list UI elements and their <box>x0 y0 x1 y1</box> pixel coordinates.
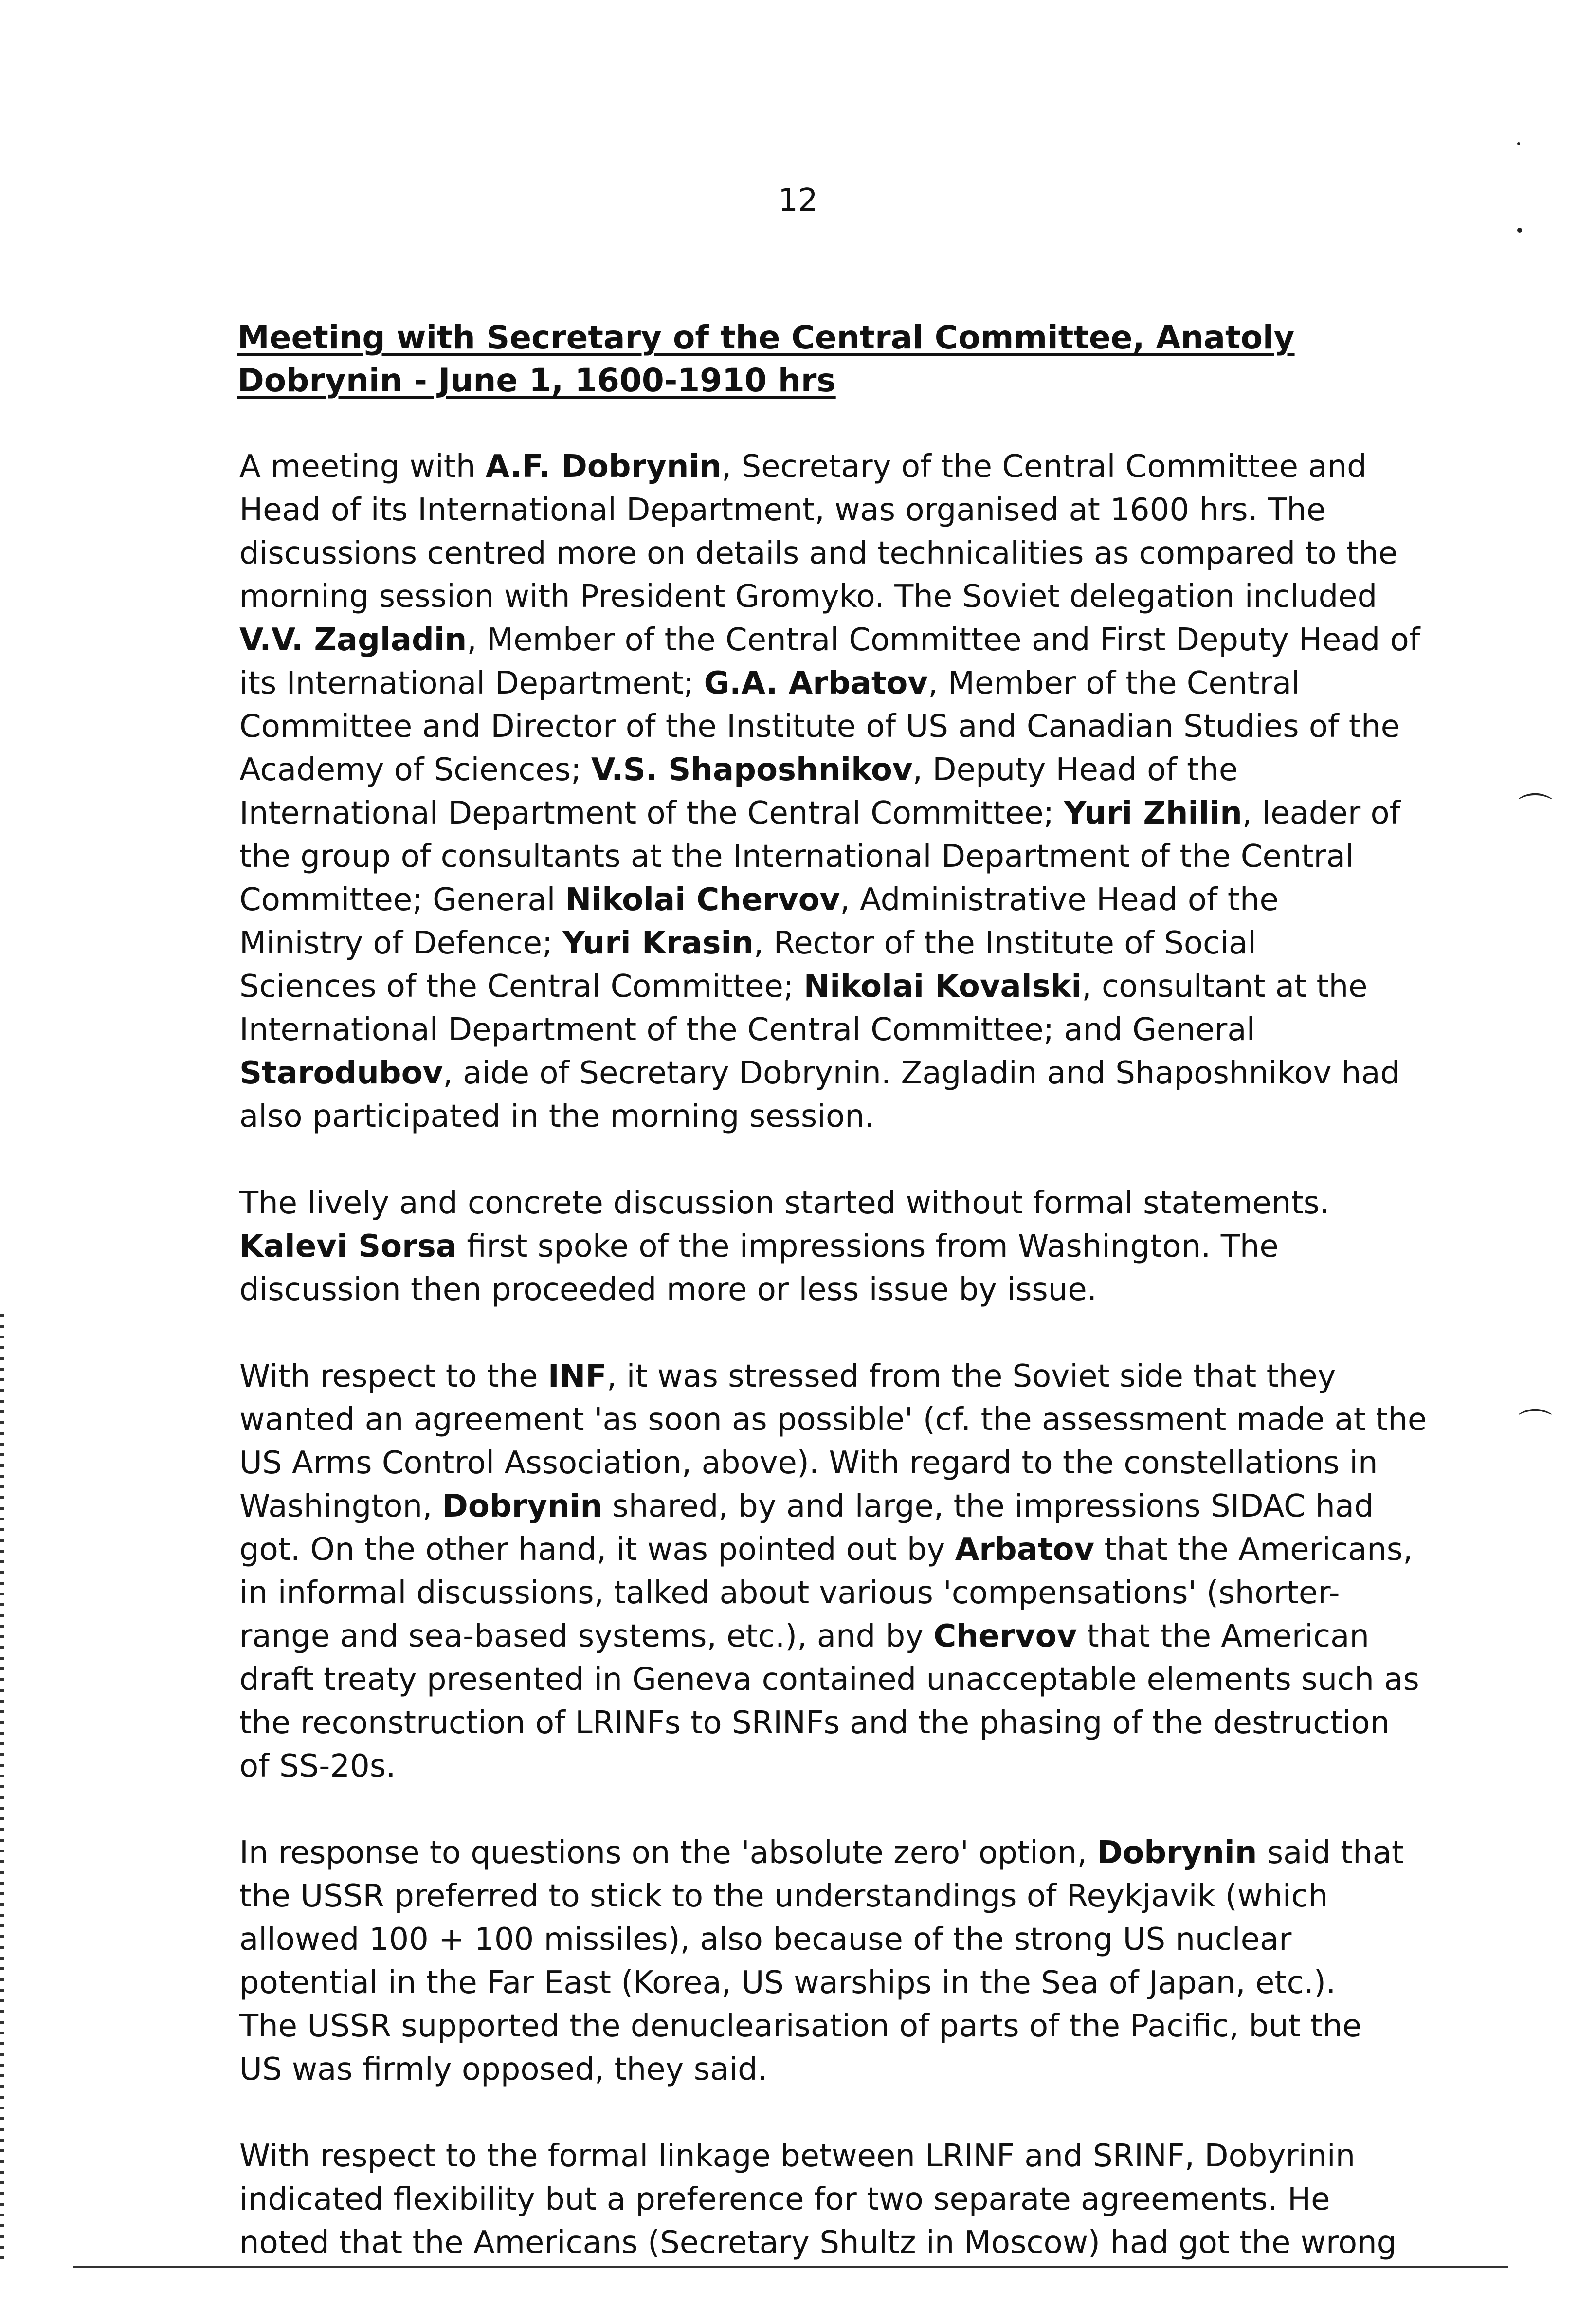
text-run: Sciences of the Central Committee; <box>239 969 804 1005</box>
text-run: The lively and concrete discussion started without formal statements. <box>239 1185 1330 1221</box>
text-run: , Rector of the Institute of Social <box>753 925 1256 961</box>
text-run: that the Americans, <box>1094 1532 1413 1568</box>
text-run: Ministry of Defence; <box>239 925 562 961</box>
text-run: , Member of the Central Committee and First Deputy Head of <box>467 622 1420 658</box>
text-run: Head of its International Department, was organised at 1600 hrs. The <box>239 492 1326 528</box>
margin-speck <box>1517 142 1520 145</box>
text-run: Committee and Director of the Institute of US and Canadian Studies of the <box>239 709 1400 745</box>
text-line <box>239 1702 1407 1745</box>
text-run: of SS-20s. <box>239 1748 396 1784</box>
text-run: draft treaty presented in Geneva contained unacceptable elements such as <box>239 1662 1419 1698</box>
text-run: International Department of the Central Committee; <box>239 795 1064 831</box>
bold-name: Starodubov <box>239 1055 443 1091</box>
text-line <box>239 1528 1413 1572</box>
text-run: range and sea-based systems, etc.), and by <box>239 1618 934 1654</box>
page-number: 12 <box>778 183 818 219</box>
margin-mark: ⌒ <box>1518 1406 1552 1446</box>
text-run: , aide of Secretary Dobrynin. Zagladin and Shaposhnikov had <box>443 1055 1400 1091</box>
text-line <box>239 489 1407 532</box>
text-line <box>239 1745 1407 1788</box>
bold-name: Nikolai Kovalski <box>803 969 1082 1005</box>
bold-name: A.F. Dobrynin <box>485 449 722 485</box>
text-run: US was firmly opposed, they said. <box>239 2052 768 2088</box>
text-run: International Department of the Central Committee; and General <box>239 1012 1255 1048</box>
text-run: With respect to the formal linkage between LRINF and SRINF, Dobyrinin <box>239 2138 1356 2174</box>
text-run: US Arms Control Association, above). With regard to the constellations in <box>239 1445 1378 1481</box>
text-run: , Deputy Head of the <box>912 752 1238 788</box>
text-line <box>239 1918 1407 1961</box>
bold-name: Arbatov <box>955 1532 1095 1568</box>
text-run: shared, by and large, the impressions SIDAC had <box>602 1488 1374 1524</box>
text-line <box>239 575 1407 619</box>
text-line <box>239 2178 1407 2221</box>
text-run: , it was stressed from the Soviet side that they <box>606 1358 1336 1394</box>
text-run: noted that the Americans (Secretary Shultz in Moscow) had got the wrong <box>239 2225 1397 2261</box>
text-run: got. On the other hand, it was pointed out by <box>239 1532 955 1568</box>
margin-speck <box>1517 228 1522 233</box>
heading-line-2: Dobrynin - June 1, 1600-1910 hrs <box>237 362 836 399</box>
text-line <box>239 1442 1407 1485</box>
text-run: The USSR supported the denuclearisation of parts of the Pacific, but the <box>239 2008 1362 2044</box>
bold-name: Yuri Krasin <box>562 925 754 961</box>
text-line <box>239 1225 1407 1268</box>
bold-name: Kalevi Sorsa <box>239 1228 457 1264</box>
footer-rule <box>73 2266 1508 2268</box>
text-line <box>239 1268 1407 1312</box>
binding-marks <box>0 1314 4 2263</box>
bold-name: Yuri Zhilin <box>1064 795 1242 831</box>
text-line <box>239 1875 1407 1918</box>
text-run: said that <box>1257 1835 1404 1871</box>
text-run: With respect to the <box>239 1358 548 1394</box>
text-line <box>239 662 1407 705</box>
text-run: In response to questions on the 'absolute zero' option, <box>239 1835 1097 1871</box>
text-run: A meeting with <box>239 449 486 485</box>
paragraph <box>239 1355 1427 1788</box>
bold-name: INF <box>547 1358 607 1394</box>
text-line <box>239 1182 1407 1225</box>
text-line <box>239 619 1420 662</box>
text-line <box>239 2048 1407 2091</box>
text-run: morning session with President Gromyko. The Soviet delegation included <box>239 579 1378 615</box>
text-line <box>239 749 1407 792</box>
text-run: the group of consultants at the International Department of the Central <box>239 839 1354 875</box>
paragraph <box>239 445 1420 1138</box>
text-line <box>239 1961 1407 2005</box>
text-run: Academy of Sciences; <box>239 752 591 788</box>
bold-name: V.V. Zagladin <box>239 622 467 658</box>
paragraph <box>239 1832 1407 2091</box>
text-run: the reconstruction of LRINFs to SRINFs and the phasing of the destruction <box>239 1705 1390 1741</box>
text-run: wanted an agreement 'as soon as possible' (cf. the assessment made at the <box>239 1402 1427 1438</box>
text-run: , Administrative Head of the <box>840 882 1279 918</box>
text-line <box>239 445 1407 489</box>
text-line <box>239 1008 1407 1052</box>
bold-name: Nikolai Chervov <box>565 882 840 918</box>
text-line <box>239 1398 1427 1442</box>
text-run: Washington, <box>239 1488 442 1524</box>
text-line <box>239 532 1407 575</box>
text-line <box>239 792 1407 835</box>
text-run: the USSR preferred to stick to the understandings of Reykjavik (which <box>239 1878 1328 1914</box>
text-run: discussions centred more on details and technicalities as compared to the <box>239 535 1398 571</box>
text-run: in informal discussions, talked about various 'compensations' (shorter- <box>239 1575 1340 1611</box>
text-line <box>239 1615 1407 1658</box>
text-line <box>239 2135 1407 2178</box>
text-line <box>239 835 1407 879</box>
paragraph <box>239 2135 1407 2265</box>
text-run: first spoke of the impressions from Washington. The <box>456 1228 1279 1264</box>
bold-name: Dobrynin <box>1097 1835 1257 1871</box>
text-run: its International Department; <box>239 665 704 701</box>
text-line <box>239 2221 1407 2265</box>
bold-name: Chervov <box>933 1618 1077 1654</box>
document-body <box>239 445 1427 2308</box>
text-run: also participated in the morning session. <box>239 1099 874 1135</box>
text-run: , Member of the Central <box>928 665 1300 701</box>
text-line <box>239 1485 1407 1528</box>
text-line <box>239 1355 1407 1398</box>
text-line <box>239 1572 1407 1615</box>
text-line <box>239 1052 1407 1095</box>
text-line <box>239 2005 1407 2048</box>
text-run: Committee; General <box>239 882 565 918</box>
text-run: , Secretary of the Central Committee and <box>721 449 1367 485</box>
text-line <box>239 879 1407 922</box>
text-line <box>239 1095 1407 1138</box>
text-line <box>239 922 1407 965</box>
text-line <box>239 1832 1407 1875</box>
bold-name: G.A. Arbatov <box>704 665 928 701</box>
text-run: , consultant at the <box>1082 969 1368 1005</box>
margin-mark: ⌒ <box>1518 790 1552 830</box>
text-run: , leader of <box>1242 795 1401 831</box>
text-line <box>239 965 1407 1008</box>
paragraph <box>239 1182 1407 1312</box>
text-line <box>239 1658 1419 1702</box>
text-line <box>239 705 1407 749</box>
section-heading <box>237 316 1405 402</box>
text-run: potential in the Far East (Korea, US warships in the Sea of Japan, etc.). <box>239 1965 1336 2001</box>
bold-name: Dobrynin <box>442 1488 603 1524</box>
bold-name: V.S. Shaposhnikov <box>591 752 913 788</box>
text-run: discussion then proceeded more or less issue by issue. <box>239 1272 1097 1308</box>
text-run: allowed 100 + 100 missiles), also because of the strong US nuclear <box>239 1922 1292 1958</box>
text-run: indicated flexibility but a preference for two separate agreements. He <box>239 2181 1330 2217</box>
heading-line-1: Meeting with Secretary of the Central Committee, Anatoly <box>237 319 1295 356</box>
text-run: that the American <box>1077 1618 1369 1654</box>
